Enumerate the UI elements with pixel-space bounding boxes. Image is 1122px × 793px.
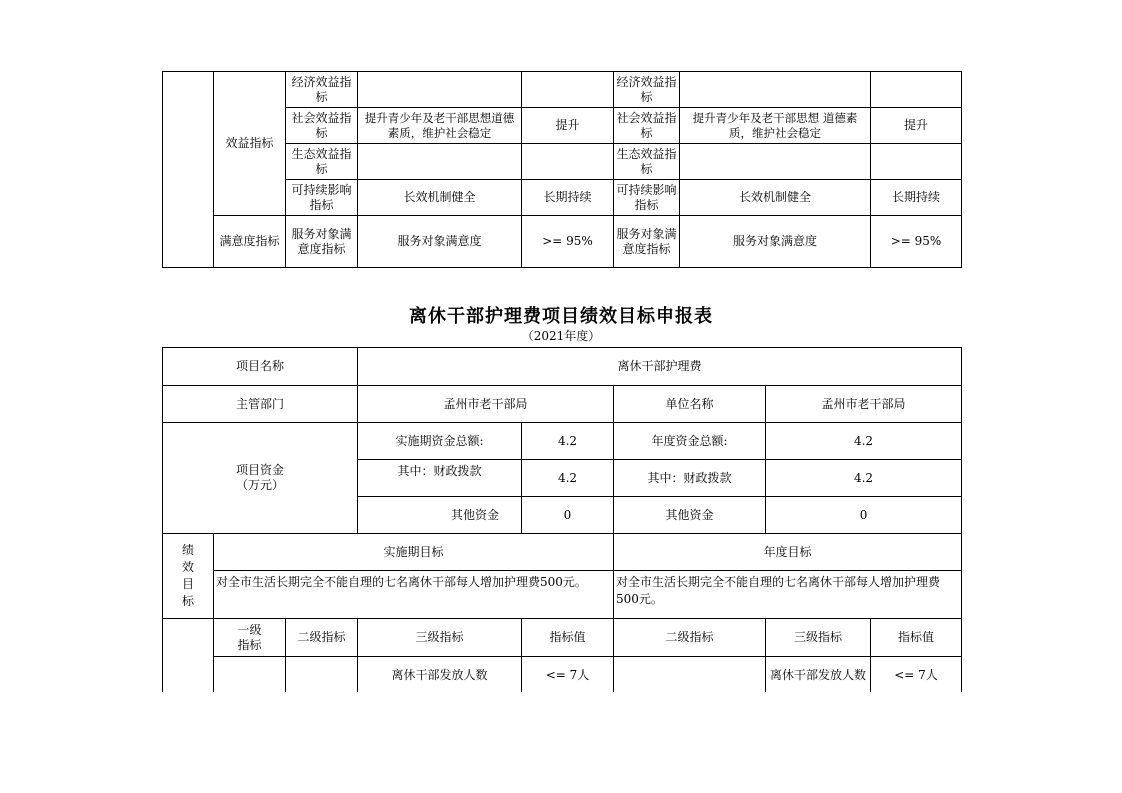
value-cell-annual: 提升: [871, 108, 962, 144]
value-cell: >= 95%: [522, 216, 614, 268]
value-cell-annual: <= 7人: [871, 657, 962, 694]
header-value-annual: 指标值: [871, 619, 962, 657]
l3-cell: 提升青少年及老干部思想道德素质，维护社会稳定: [358, 108, 522, 144]
value-cell-annual: 长期持续: [871, 180, 962, 216]
l3-cell: 长效机制健全: [358, 180, 522, 216]
l3-cell: [358, 72, 522, 108]
header-l2: 二级指标: [286, 619, 358, 657]
header-l3-annual: 三级指标: [766, 619, 871, 657]
unit-label: 单位名称: [614, 386, 766, 423]
dept-value: 孟州市老干部局: [358, 386, 614, 423]
l3-cell-annual: [680, 144, 871, 180]
l3-cell-annual: 服务对象满意度: [680, 216, 871, 268]
l2-cell-annual: 社会效益指标: [614, 108, 680, 144]
dept-label: 主管部门: [163, 386, 358, 423]
form-year: （2021年度）: [521, 329, 601, 343]
fiscal-label: 其中：财政拨款: [358, 460, 522, 497]
other-value: 0: [522, 497, 614, 534]
fiscal-value: 4.2: [522, 460, 614, 497]
header-l3: 三级指标: [358, 619, 522, 657]
l3-cell: 服务对象满意度: [358, 216, 522, 268]
benefit-indicator-label: 效益指标: [214, 72, 286, 216]
l3-cell-annual: [680, 72, 871, 108]
annual-goal-text: 对全市生活长期完全不能自理的七名离休干部每人增加护理费500元。: [614, 571, 962, 619]
other-label: 其他资金: [358, 497, 522, 534]
l2-cell: 生态效益指标: [286, 144, 358, 180]
l3-cell: 离休干部发放人数: [358, 657, 522, 694]
value-cell-annual: >= 95%: [871, 216, 962, 268]
annual-goal-header: 年度目标: [614, 534, 962, 571]
l2-cell-annual: 经济效益指标: [614, 72, 680, 108]
header-l2-annual: 二级指标: [614, 619, 766, 657]
value-cell-annual: [871, 144, 962, 180]
value-cell-annual: [871, 72, 962, 108]
value-cell: <= 7人: [522, 657, 614, 694]
project-name-label: 项目名称: [163, 348, 358, 386]
l2-cell-annual: 服务对象满意度指标: [614, 216, 680, 268]
l2-cell: 社会效益指标: [286, 108, 358, 144]
page-cutoff: [162, 692, 962, 793]
top-indicator-table: [162, 71, 962, 268]
header-value: 指标值: [522, 619, 614, 657]
l2-cell: 可持续影响指标: [286, 180, 358, 216]
l3-cell: [358, 144, 522, 180]
value-cell: 长期持续: [522, 180, 614, 216]
l2-cell-annual: 生态效益指标: [614, 144, 680, 180]
l2-cell: 服务对象满意度指标: [286, 216, 358, 268]
total-value: 4.2: [522, 423, 614, 460]
l3-cell-annual: 离休干部发放人数: [766, 657, 871, 694]
value-cell: [522, 144, 614, 180]
header-l1: [214, 619, 286, 657]
goal-label-text: 绩效目标: [181, 543, 194, 608]
annual-other-value: 0: [766, 497, 962, 534]
performance-goal-form: [162, 347, 962, 731]
satisfaction-indicator-label: 满意度指标: [214, 216, 286, 268]
project-name-value: 离休干部护理费: [358, 348, 962, 386]
funds-label: [163, 423, 358, 534]
l2-cell: 经济效益指标: [286, 72, 358, 108]
funds-label-text: 项目资金: [235, 463, 284, 477]
l3-cell-annual: 提升青少年及老干部思想 道德素质，维护社会稳定: [680, 108, 871, 144]
impl-goal-header: 实施期目标: [214, 534, 614, 571]
header-l1-text: 一级指标: [237, 622, 262, 652]
annual-other-label: 其他资金: [614, 497, 766, 534]
value-cell: 提升: [522, 108, 614, 144]
l2-cell-annual: 可持续影响指标: [614, 180, 680, 216]
form-title: 离休干部护理费项目绩效目标申报表: [409, 306, 713, 327]
annual-fiscal-label: 其中：财政拨款: [614, 460, 766, 497]
value-cell: [522, 72, 614, 108]
funds-unit-text: （万元）: [235, 478, 284, 492]
unit-value: 孟州市老干部局: [766, 386, 962, 423]
impl-goal-text: 对全市生活长期完全不能自理的七名离休干部每人增加护理费500元。: [214, 571, 614, 619]
l3-cell-annual: 长效机制健全: [680, 180, 871, 216]
goal-label: [163, 534, 214, 619]
annual-total-label: 年度资金总额:: [614, 423, 766, 460]
total-label: 实施期资金总额:: [358, 423, 522, 460]
annual-total-value: 4.2: [766, 423, 962, 460]
annual-fiscal-value: 4.2: [766, 460, 962, 497]
blank-cell: [163, 72, 214, 268]
